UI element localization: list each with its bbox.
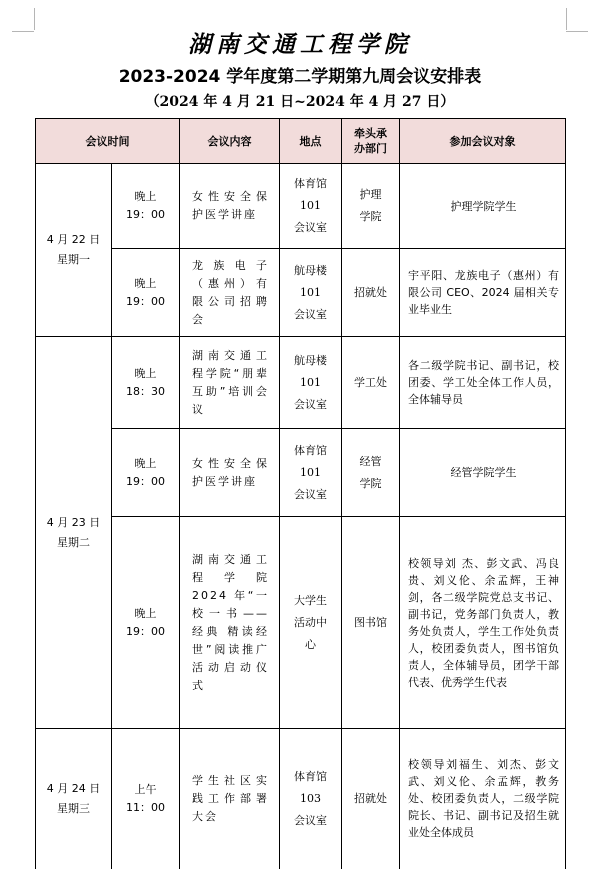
period: 晚上 (134, 456, 157, 470)
meeting-attendees: 经管学院学生 (400, 429, 566, 517)
date-cell (36, 164, 112, 337)
column-header-content: 会议内容 (180, 119, 280, 164)
time-cell (112, 429, 180, 517)
weekday: 星期二 (57, 535, 90, 549)
meeting-content: 龙族电子（惠州）有限公司招聘会 (180, 249, 280, 337)
time: 18：30 (126, 384, 165, 398)
time-cell (112, 729, 180, 869)
meeting-attendees: 护理学院学生 (400, 164, 566, 249)
table-row (36, 164, 566, 249)
date: 4 月 22 日 (46, 233, 101, 246)
period: 晚上 (134, 606, 157, 620)
date-cell (36, 729, 112, 869)
time-cell (112, 249, 180, 337)
meeting-location: 体育馆 103 会议室 (280, 729, 342, 869)
period: 晚上 (134, 366, 157, 380)
column-header-time: 会议时间 (36, 119, 180, 164)
column-header-dept-text: 牵头承办部门 (354, 127, 387, 155)
meeting-attendees: 校领导刘 杰、彭文武、冯良贵、刘义伦、余孟辉，王神剑，各二级学院党总支书记、副书记，党务部门负责人，教务处负责人，学生工作处负责人，校团委负责人，图书馆负责人，全体辅导员，团学干部代表、优秀学生代表 (400, 517, 566, 729)
meeting-content: 湖南交通工程学院 2024 年“一校一书——经典 精读经世”阅读推广活动启动仪式 (180, 517, 280, 729)
meeting-content: 学生社区实践工作部署大会 (180, 729, 280, 869)
meeting-dept: 护理 学院 (342, 164, 400, 249)
meeting-location: 航母楼 101 会议室 (280, 337, 342, 429)
meeting-dept: 经管 学院 (342, 429, 400, 517)
time: 19：00 (126, 474, 165, 488)
date: 4 月 24 日 (46, 781, 101, 795)
period: 晚上 (134, 190, 157, 203)
weekday: 星期三 (57, 801, 90, 815)
meeting-dept: 招就处 (342, 729, 400, 869)
table-row (36, 517, 566, 729)
meeting-attendees: 宇平阳、龙族电子（惠州）有限公司 CEO、2024 届相关专业毕业生 (400, 249, 566, 337)
school-name: 湖南交通工程学院 (188, 31, 412, 58)
date-range: （2024 年 4 月 21 日~2024 年 4 月 27 日） (145, 94, 455, 110)
time-cell (112, 517, 180, 729)
date: 4 月 23 日 (46, 515, 101, 529)
meeting-dept: 图书馆 (342, 517, 400, 729)
column-header-location: 地点 (280, 119, 342, 164)
weekday: 星期一 (57, 253, 90, 266)
meeting-location: 大学生 活动中 心 (280, 517, 342, 729)
document-title: 2023-2024 学年度第二学期第九周会议安排表 (118, 67, 482, 87)
time-cell (112, 164, 180, 249)
meeting-dept: 学工处 (342, 337, 400, 429)
meeting-location: 航母楼 101 会议室 (280, 249, 342, 337)
table-header-row (36, 119, 566, 164)
date-cell (36, 337, 112, 729)
table-row (36, 337, 566, 429)
column-header-attendees: 参加会议对象 (400, 119, 566, 164)
meeting-attendees: 校领导刘福生、刘杰、彭文武、刘义伦、余孟辉，教务处、校团委负责人，二级学院院长、书记、副书记及招生就业处全体成员 (400, 729, 566, 869)
time: 19：00 (126, 294, 165, 308)
meeting-content: 女性安全保护医学讲座 (180, 429, 280, 517)
table-row (36, 729, 566, 869)
meeting-content: 女性安全保护医学讲座 (180, 164, 280, 249)
time: 19：00 (126, 208, 165, 221)
time: 19：00 (126, 624, 165, 638)
time-cell (112, 337, 180, 429)
meeting-dept: 招就处 (342, 249, 400, 337)
table-row (36, 249, 566, 337)
period: 上午 (134, 782, 157, 796)
meeting-location: 体育馆 101 会议室 (280, 429, 342, 517)
meeting-content: 湖南交通工程学院“朋辈互助”培训会议 (180, 337, 280, 429)
meeting-location: 体育馆 101 会议室 (280, 164, 342, 249)
table-row (36, 429, 566, 517)
meeting-schedule-table (35, 118, 566, 869)
column-header-dept (342, 119, 400, 164)
time: 11：00 (126, 800, 165, 814)
meeting-attendees: 各二级学院书记、副书记，校团委、学工处全体工作人员，全体辅导员 (400, 337, 566, 429)
period: 晚上 (134, 276, 157, 290)
